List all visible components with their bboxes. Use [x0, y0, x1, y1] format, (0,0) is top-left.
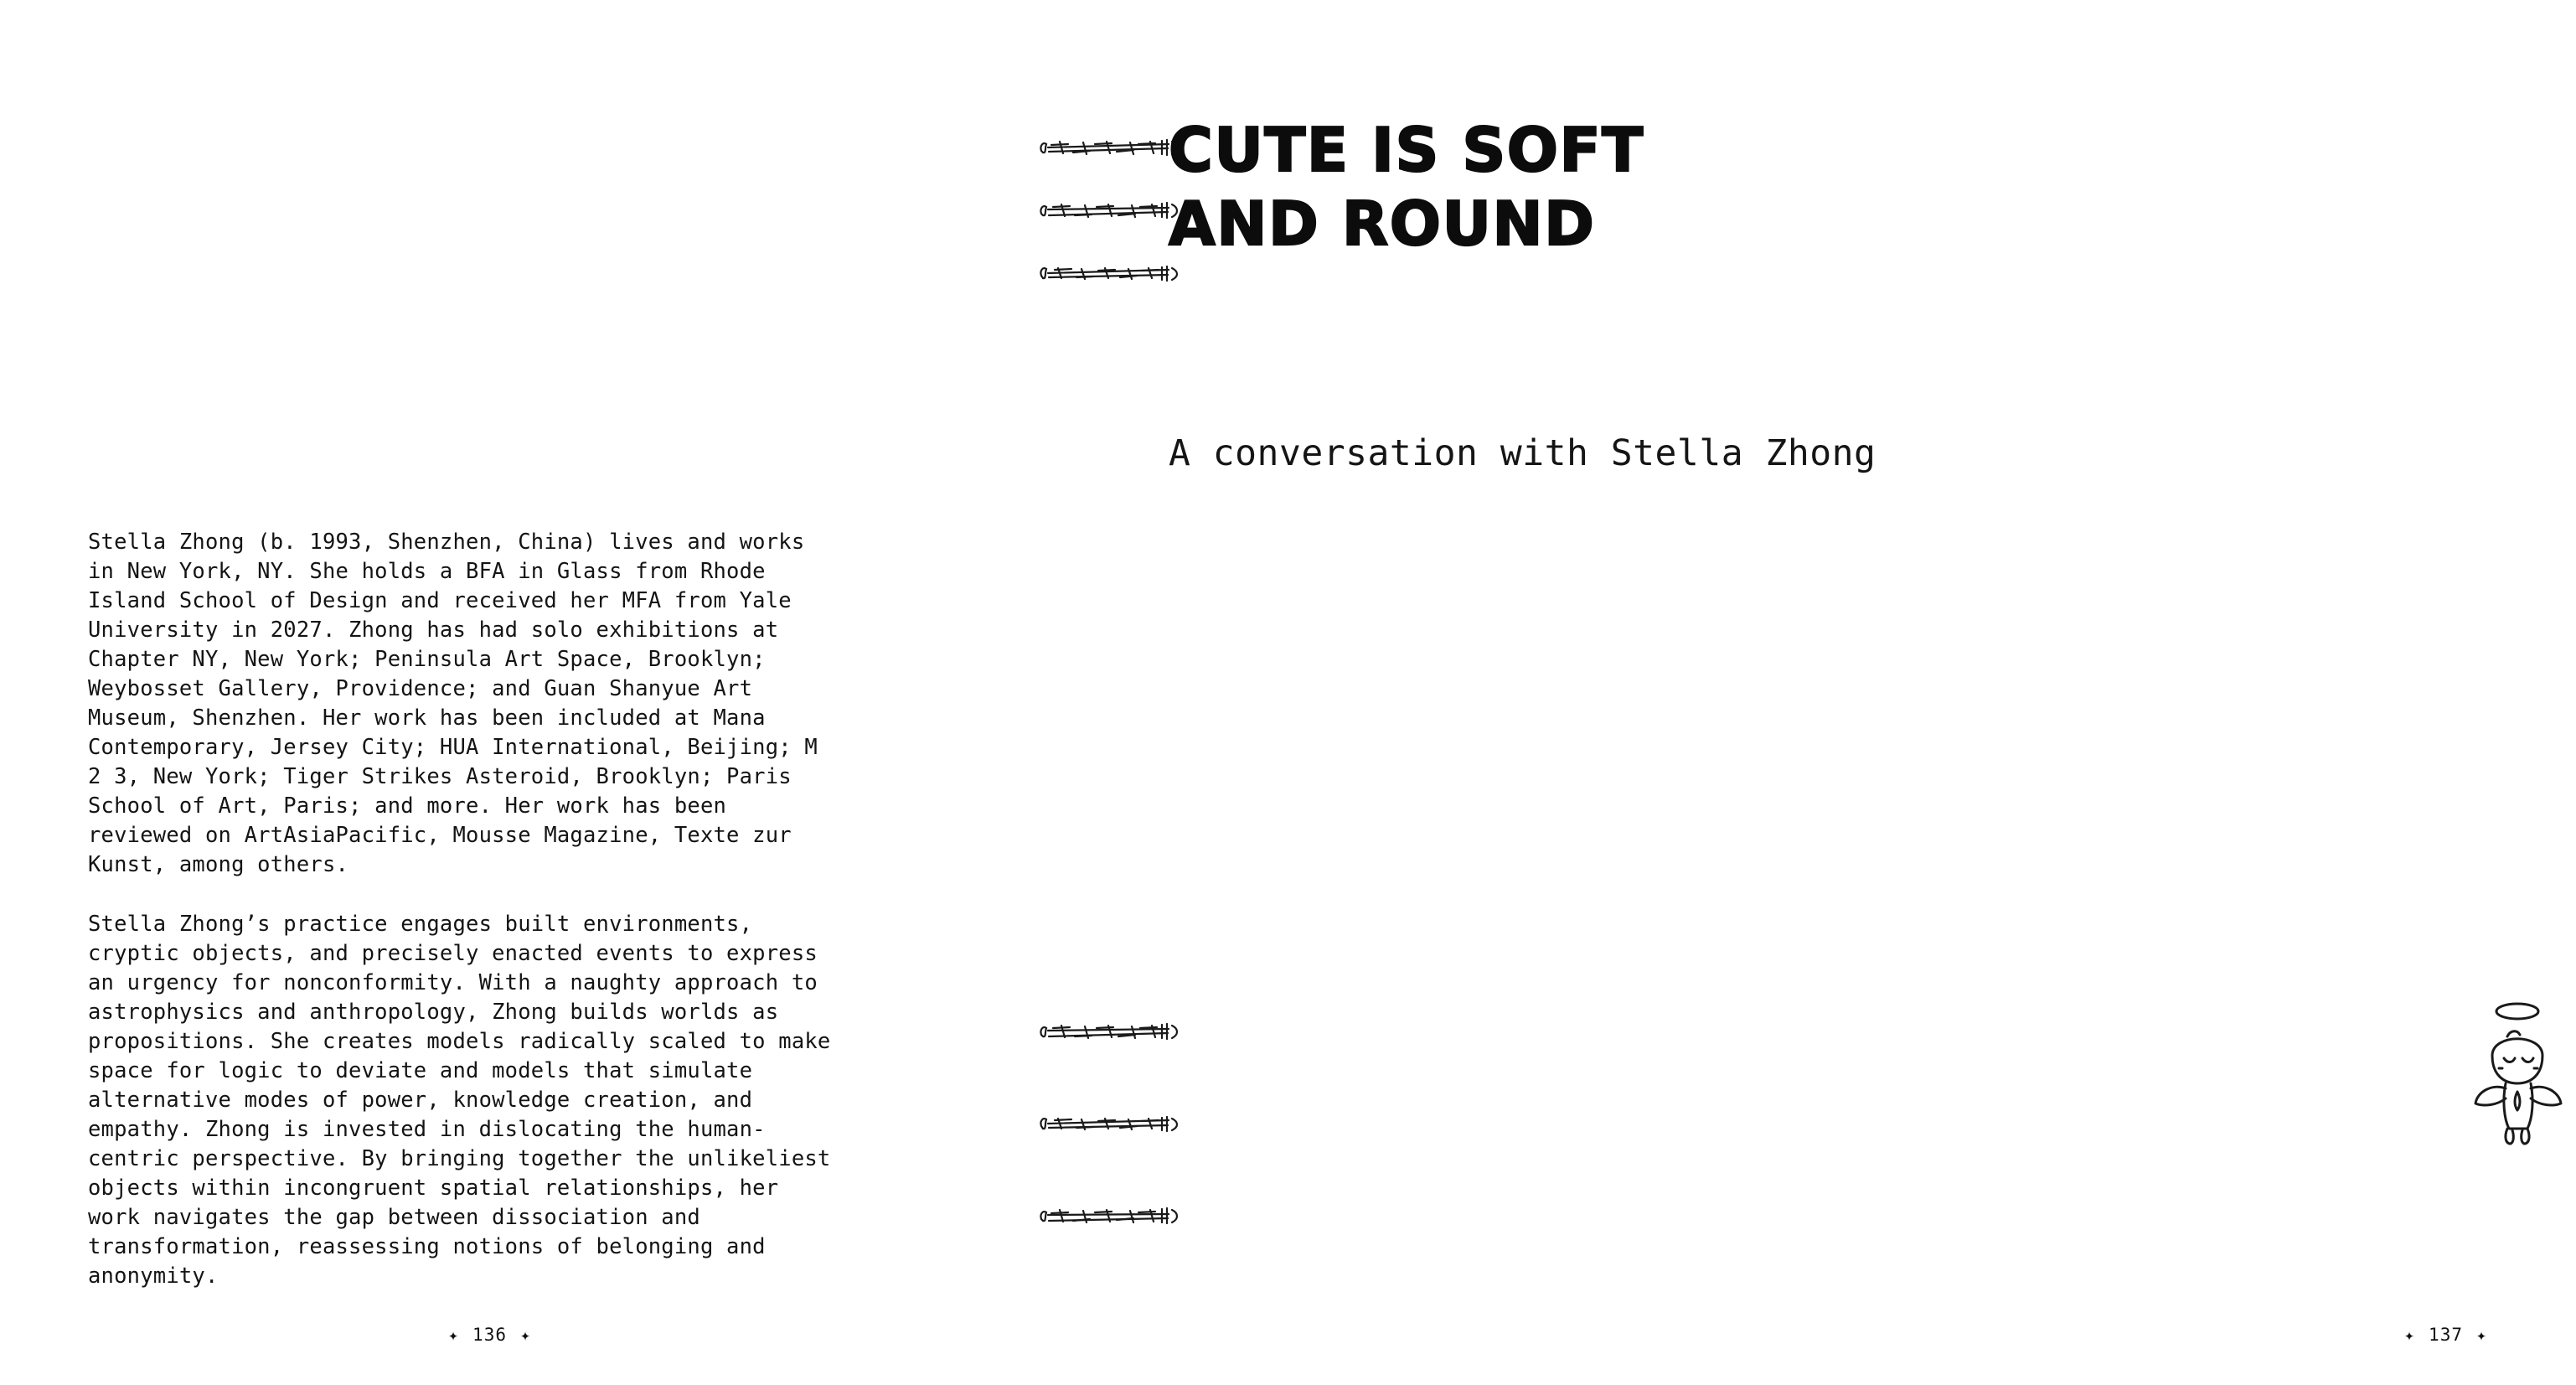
folio-left — [448, 1325, 531, 1345]
star-icon: ✦ — [519, 1325, 532, 1345]
angel-doodle-icon — [2459, 993, 2576, 1160]
scribble-mark-icon — [1035, 1110, 1181, 1139]
page-title: CUTE IS SOFT AND ROUND — [1169, 115, 1644, 259]
star-icon: ✦ — [2475, 1325, 2488, 1345]
page-number: 136 — [472, 1325, 507, 1345]
star-icon: ✦ — [448, 1325, 460, 1345]
page-number: 137 — [2429, 1325, 2463, 1345]
scribble-mark-icon — [1035, 260, 1181, 288]
bio-paragraph-1: Stella Zhong (b. 1993, Shenzhen, China) lives and works in New York, NY. She holds a BFA in Glass from Rhode Island School of Design and received her MFA from Yale University in 2027. Zhong has had solo exhibitions at Chapter NY, New York; Peninsula Art Space, Brooklyn; Weybosset Gallery, Providence; and Guan Shanyue Art Museum, Shenzhen. Her work has been included at Mana Contemporary, Jersey City; HUA International, Beijing; M 2 3, New York; Tiger Strikes Asteroid, Brooklyn; Paris School of Art, Paris; and more. Her work has been reviewed on ArtAsiaPacific, Mousse Magazine, Texte zur Kunst, among others. — [88, 530, 818, 877]
page-subtitle: A conversation with Stella Zhong — [1169, 432, 1877, 474]
left-page — [0, 0, 976, 1385]
scribble-mark-icon — [1035, 197, 1181, 225]
star-icon: ✦ — [2404, 1325, 2416, 1345]
right-page — [976, 0, 2488, 1385]
bio-paragraph-2: Stella Zhong’s practice engages built environments, cryptic objects, and precisely enacted events to express an urgency for nonconformity. With a naughty approach to astrophysics and anthropology, Zhong builds worlds as propositions. She creates models radically scaled to make space for logic to deviate and models that simulate alternative modes of power, knowledge creation, and empathy. Zhong is invested in dislocating the human-centric perspective. By bringing together the unlikeliest objects within incongruent spatial relationships, her work navigates the gap between dissociation and transformation, reassessing notions of belonging and anonymity. — [88, 912, 831, 1289]
scribble-mark-icon — [1035, 134, 1181, 163]
artist-bio-block — [88, 528, 842, 1291]
scribble-mark-icon — [1035, 1202, 1181, 1231]
scribble-mark-icon — [1035, 1018, 1181, 1047]
folio-right — [2404, 1325, 2487, 1345]
